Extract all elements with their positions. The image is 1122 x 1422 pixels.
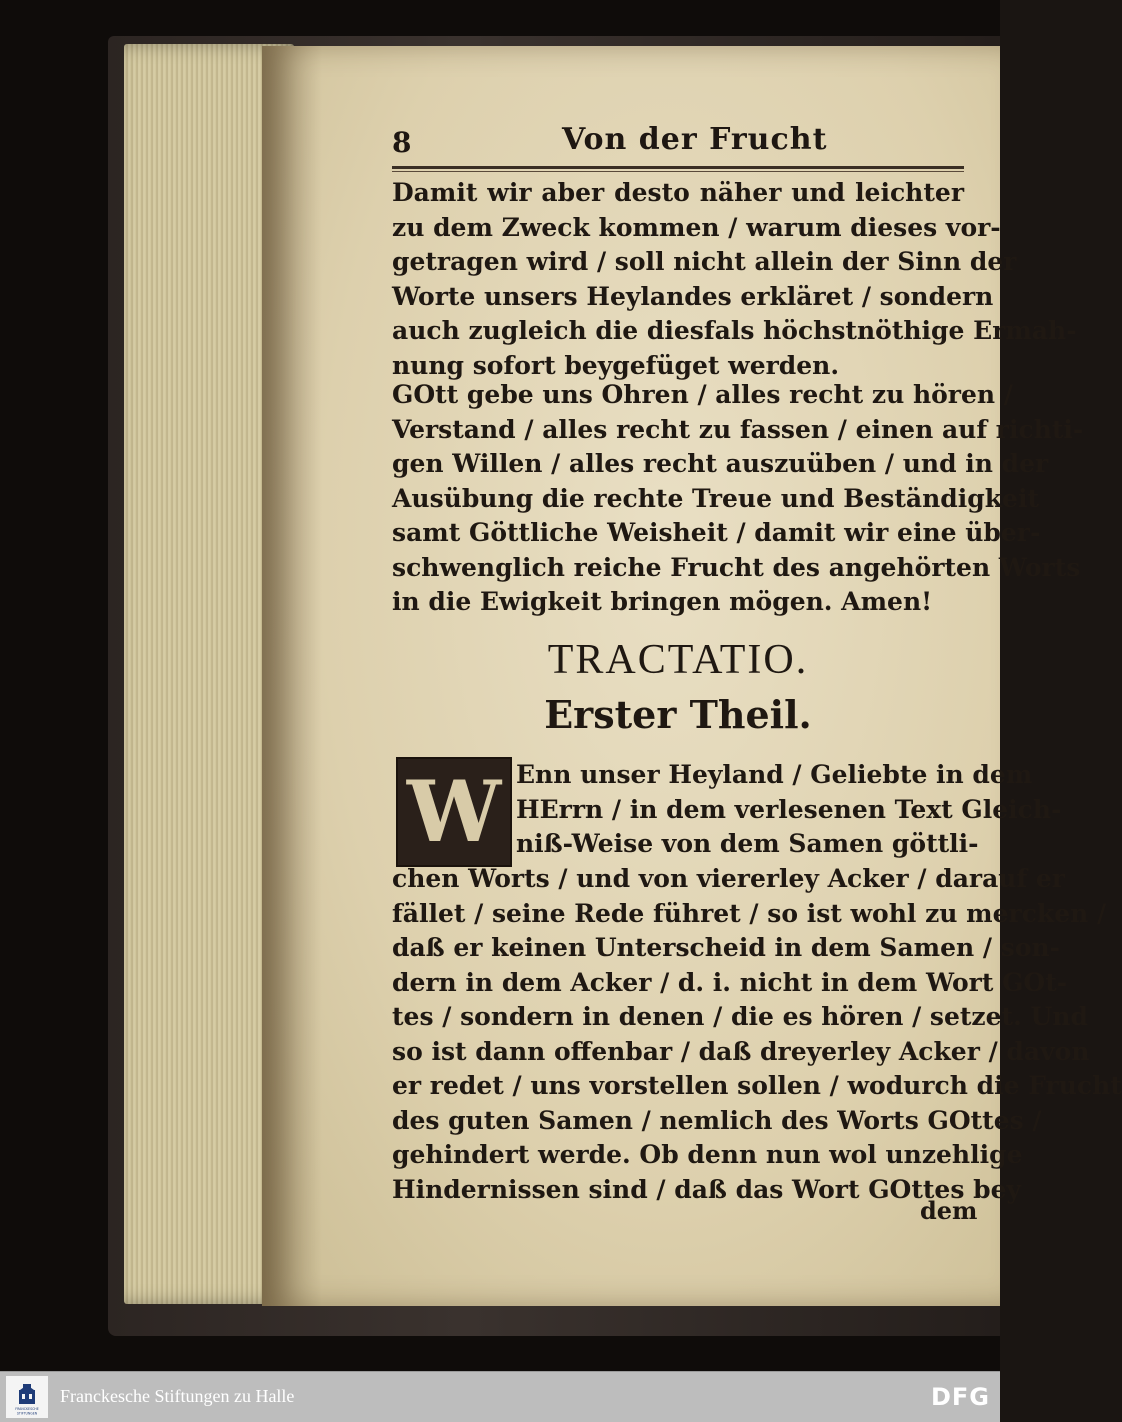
paragraph-3-initial-lines	[516, 758, 1062, 862]
text-line: gehindert werde. Ob denn nun wol unzehlige	[392, 1140, 1023, 1169]
text-line: niß-Weise von dem Samen göttli-	[516, 829, 979, 858]
text-line: Hindernissen sind / daß das Wort GOttes bey	[392, 1174, 1022, 1204]
running-head: Von der Frucht	[562, 122, 828, 157]
text-line: fället / seine Rede führet / so ist wohl zu mercken /	[392, 898, 1107, 928]
text-line: auch zugleich die diesfals höchstnöthige Ermah-	[392, 316, 1077, 345]
page-header	[392, 122, 964, 166]
paragraph-3	[392, 862, 1122, 1207]
text-line: des guten Samen / nemlich des Worts GOttes /	[392, 1105, 1042, 1135]
paragraph-1	[392, 176, 1077, 383]
text-line: in die Ewigkeit bringen mögen. Amen!	[392, 587, 933, 616]
text-line: Enn unser Heyland / Geliebte in dem	[516, 760, 1033, 789]
building-icon	[6, 1376, 48, 1418]
text-line: GOtt gebe uns Ohren / alles recht zu hören /	[392, 380, 1013, 409]
text-line: samt Göttliche Weisheit / damit wir eine über-	[392, 518, 1041, 547]
text-line: Damit wir aber desto näher und leichter	[392, 178, 964, 207]
text-line: HErrn / in dem verlesenen Text Gleich-	[516, 794, 1062, 824]
text-line: Verstand / alles recht zu fassen / einen auf richti-	[392, 414, 1084, 444]
paragraph-2	[392, 378, 1084, 620]
text-line: er redet / uns vorstellen sollen / wodurch die Frucht	[392, 1071, 1122, 1100]
text-line: gen Willen / alles recht auszuüben / und in der	[392, 449, 1049, 478]
text-line: chen Worts / und von viererley Acker / darauf er	[392, 864, 1065, 893]
institution-logo[interactable]	[6, 1376, 48, 1418]
svg-text:FRANCKESCHE: FRANCKESCHE	[15, 1407, 39, 1411]
section-heading-german: Erster Theil.	[544, 692, 812, 737]
catchword: dem	[920, 1196, 978, 1225]
page-number: 8	[392, 126, 412, 159]
text-line: schwenglich reiche Frucht des angehörten Worts	[392, 552, 1081, 582]
header-rule-thin	[392, 171, 964, 172]
text-line: getragen wird / soll nicht allein der Sinn der	[392, 247, 1017, 276]
dfg-logo[interactable]: DFG	[930, 1383, 990, 1411]
svg-text:STIFTUNGEN: STIFTUNGEN	[16, 1411, 38, 1416]
text-line: nung sofort beygefüget werden.	[392, 350, 840, 380]
text-line: tes / sondern in denen / die es hören / setzet. Und	[392, 1002, 1088, 1031]
section-heading-latin: TRACTATIO.	[547, 637, 809, 683]
header-rule	[392, 166, 964, 169]
text-line: Ausübung die rechte Treue und Beständigkeit	[392, 483, 1040, 513]
text-line: daß er keinen Unterscheid in dem Samen / son-	[392, 933, 1061, 962]
institution-name[interactable]: Franckesche Stiftungen zu Halle	[60, 1386, 295, 1406]
text-line: dern in dem Acker / d. i. nicht in dem Wort GOt-	[392, 967, 1068, 997]
viewer-footer	[0, 1371, 1000, 1422]
text-line: zu dem Zweck kommen / warum dieses vor-	[392, 212, 1001, 242]
text-line: so ist dann offenbar / daß dreyerley Acker / davon	[392, 1036, 1090, 1066]
decorated-initial: W	[396, 757, 512, 867]
text-line: Worte unsers Heylandes erkläret / sondern	[392, 281, 994, 311]
gutter-shadow	[262, 46, 322, 1306]
